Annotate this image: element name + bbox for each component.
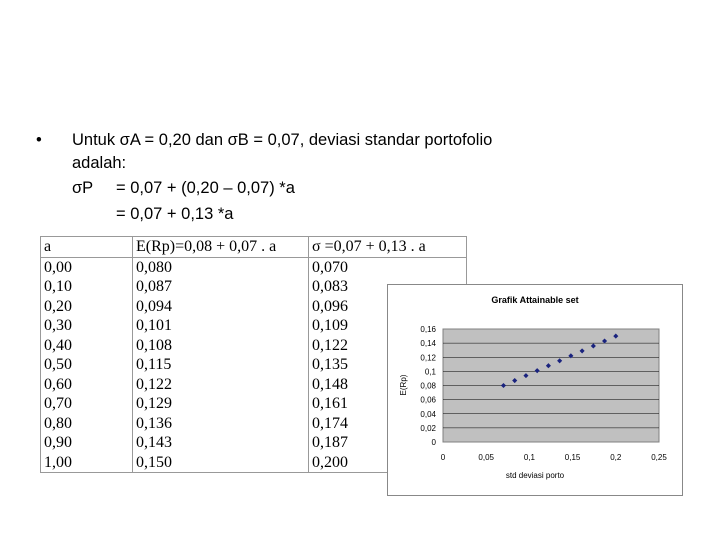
cell-sigma: 0,109 (309, 316, 467, 336)
cell-expected-return: 0,080 (133, 257, 309, 277)
y-tick-label: 0,04 (420, 409, 436, 419)
cell-expected-return: 0,129 (133, 394, 309, 414)
cell-a: 0,50 (41, 355, 133, 375)
sigma-p-equation-1: = 0,07 + (0,20 – 0,07) *a (116, 179, 295, 197)
y-tick-label: 0,02 (420, 423, 436, 433)
chart-svg (388, 285, 682, 495)
cell-sigma: 0,083 (309, 277, 467, 297)
cell-sigma: 0,070 (309, 257, 467, 277)
cell-sigma: 0,187 (309, 433, 467, 453)
cell-a: 0,30 (41, 316, 133, 336)
cell-sigma: 0,122 (309, 336, 467, 356)
y-tick-label: 0,1 (424, 367, 436, 377)
cell-expected-return: 0,108 (133, 336, 309, 356)
y-tick-label: 0,08 (420, 381, 436, 391)
x-tick-label: 0,05 (478, 453, 494, 462)
cell-a: 0,20 (41, 297, 133, 317)
header-sigma: σ =0,07 + 0,13 . a (309, 237, 467, 258)
cell-expected-return: 0,101 (133, 316, 309, 336)
cell-expected-return: 0,150 (133, 453, 309, 473)
cell-sigma: 0,200 (309, 453, 467, 473)
y-tick-label: 0,14 (420, 339, 436, 349)
chart-title: Grafik Attainable set (491, 295, 579, 305)
cell-expected-return: 0,094 (133, 297, 309, 317)
cell-expected-return: 0,122 (133, 375, 309, 395)
x-tick-label: 0,25 (651, 453, 667, 462)
y-axis-label: E(Rp) (399, 374, 408, 396)
table-row (41, 257, 467, 277)
x-tick-label: 0,1 (523, 453, 535, 462)
header-a: a (41, 237, 133, 258)
attainable-set-chart (387, 284, 683, 496)
x-tick-label: 0,2 (610, 453, 622, 462)
x-tick-label: 0,15 (564, 453, 581, 462)
x-axis-label: std deviasi porto (505, 471, 565, 480)
y-tick-label: 0,06 (420, 395, 436, 405)
bullet-line-2: adalah: (72, 154, 127, 172)
cell-sigma: 0,174 (309, 414, 467, 434)
cell-a: 0,80 (41, 414, 133, 434)
cell-sigma: 0,096 (309, 297, 467, 317)
cell-expected-return: 0,087 (133, 277, 309, 297)
cell-a: 0,10 (41, 277, 133, 297)
sigma-p-equation-2: = 0,07 + 0,13 *a (116, 205, 234, 223)
y-tick-label: 0 (431, 438, 436, 447)
cell-sigma: 0,148 (309, 375, 467, 395)
cell-a: 0,90 (41, 433, 133, 453)
cell-a: 1,00 (41, 453, 133, 473)
y-tick-label: 0,16 (420, 325, 436, 334)
header-expected-return: E(Rp)=0,08 + 0,07 . a (133, 237, 309, 258)
cell-expected-return: 0,136 (133, 414, 309, 434)
cell-expected-return: 0,143 (133, 433, 309, 453)
table-header-row (41, 237, 467, 258)
cell-a: 0,60 (41, 375, 133, 395)
cell-a: 0,40 (41, 336, 133, 356)
cell-a: 0,70 (41, 394, 133, 414)
cell-sigma: 0,135 (309, 355, 467, 375)
bullet-line-1: Untuk σA = 0,20 dan σB = 0,07, deviasi standar portofolio (72, 131, 493, 149)
cell-sigma: 0,161 (309, 394, 467, 414)
y-tick-label: 0,12 (420, 353, 436, 363)
x-tick-label: 0 (440, 453, 446, 462)
sigma-p-label: σP (72, 179, 94, 197)
bullet-symbol: • (36, 131, 42, 149)
cell-expected-return: 0,115 (133, 355, 309, 375)
cell-a: 0,00 (41, 257, 133, 277)
